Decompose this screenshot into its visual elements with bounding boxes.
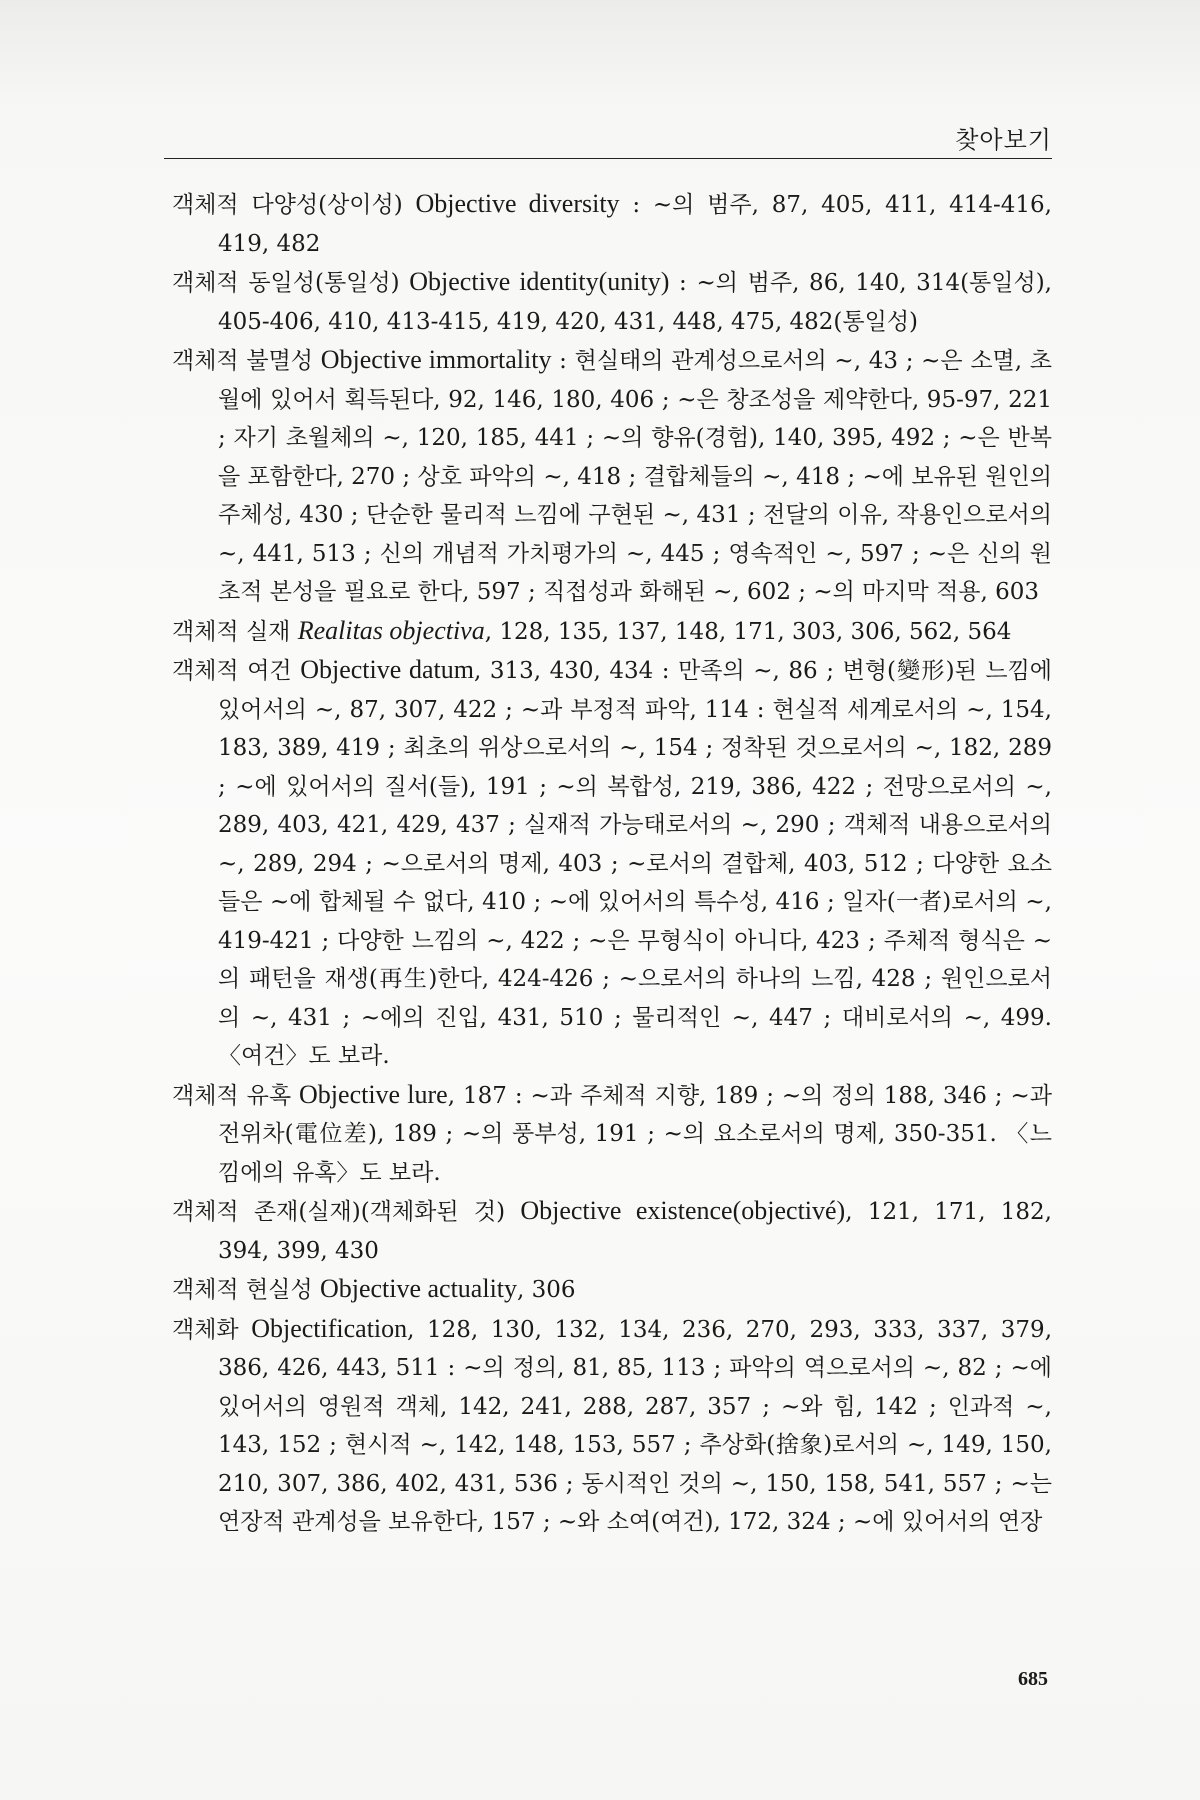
index-term: 객체적 유혹 [172, 1082, 292, 1109]
index-references: : ~의 범주, 87, 405, 411, 414-416, 419, 482 [218, 192, 1052, 257]
index-references: : 현실태의 관계성으로서의 ~, 43 ; ~은 소멸, 초월에 있어서 획득된다, 92, 146, 180, 406 ; ~은 창조성을 제약한다, 95-97, 221 ; 자기 초월체의 ~, 120, 185, 441 ; ~의 향유(경험), 140, 395, 492 ; ~은 반복을 포함한다, 270 ; 상호 파악의 ~, 418 ; 결합체들의 ~, 418 ; ~에 보유된 원인의 주체성, 430 ; 단순한 물리적 느낌에 구현된 ~, 431 ; 전달의 이유, 작용인으로서의 ~, 441, 513 ; 신의 개념적 가치평가의 ~, 445 ; 영속적인 ~, 597 ; ~은 신의 원초적 본성을 필요로 한다, 597 ; 직접성과 화해된 ~, 602 ; ~의 마지막 적용, 603 [218, 348, 1053, 605]
index-references: , 187 : ~과 주체적 지향, 189 ; ~의 정의 188, 346 ; ~과 전위차(電位差), 189 ; ~의 풍부성, 191 ; ~의 요소로서의 명제, 350-351. 〈느낌에의 유혹〉도 보라. [218, 1082, 1052, 1186]
index-references: , 128, 135, 137, 148, 171, 303, 306, 562, 564 [484, 618, 1012, 645]
index-english-term: Objective actuality [319, 1274, 518, 1303]
index-entry [172, 263, 1052, 341]
index-english-term: Objective lure [299, 1079, 448, 1109]
index-entry [172, 651, 1052, 1076]
index-entry [172, 1076, 1052, 1193]
index-entry [172, 185, 1052, 263]
index-list [172, 185, 1052, 1542]
index-english-term: Objective diversity [415, 189, 620, 218]
index-english-term: Objective immortality [320, 345, 552, 374]
index-english-term: Objectification [251, 1313, 408, 1343]
index-term: 객체적 불멸성 [172, 348, 314, 374]
page-number: 685 [1018, 1668, 1048, 1690]
header-rule [164, 158, 1052, 159]
index-english-term: Objective datum [300, 655, 474, 684]
index-term: 객체적 실재 [172, 618, 291, 645]
index-entry [172, 612, 1052, 652]
index-entry [172, 1270, 1052, 1310]
index-term: 객체적 다양성(상이성) [172, 192, 403, 218]
index-references: , 128, 130, 132, 134, 236, 270, 293, 333, 337, 379, 386, 426, 443, 511 : ~의 정의, 81, 85, 113 ; 파악의 역으로서의 ~, 82 ; ~에 있어서의 영원적 객체, 142, 241, 288, 287, 357 ; ~와 힘, 142 ; 인과적 ~, 143, 152 ; 현시적 ~, 142, 148, 153, 557 ; 추상화(捨象)로서의 ~, 149, 150, 210, 307, 386, 402, 431, 536 ; 동시적인 것의 ~, 150, 158, 541, 557 ; ~는 연장적 관계성을 보유한다, 157 ; ~와 소여(여건), 172, 324 ; ~에 있어서의 연장 [218, 1316, 1053, 1535]
running-header: 찾아보기 [955, 126, 1052, 154]
index-entry [172, 1310, 1052, 1542]
index-term: 객체화 [172, 1316, 239, 1343]
index-english-term: Realitas objectiva [297, 615, 485, 645]
index-entry [172, 1192, 1052, 1270]
index-english-term: Objective identity(unity) [409, 267, 670, 296]
index-references: , 121, 171, 182, 394, 399, 430 [218, 1199, 1052, 1264]
index-entry [172, 341, 1052, 612]
index-term: 객체적 현실성 [172, 1277, 313, 1303]
index-term: 객체적 동일성(통일성) [172, 270, 400, 296]
index-term: 객체적 존재(실재)(객체화된 것) [172, 1199, 506, 1225]
index-references: : ~의 범주, 86, 140, 314(통일성), 405-406, 410, 413-415, 419, 420, 431, 448, 475, 482(통일성) [218, 270, 1052, 335]
index-english-term: Objective existence(objectivé) [520, 1196, 846, 1225]
index-references: , 313, 430, 434 : 만족의 ~, 86 ; 변형(變形)된 느낌에 있어서의 ~, 87, 307, 422 ; ~과 부정적 파악, 114 : 현실적 세계로서의 ~, 154, 183, 389, 419 ; 최초의 위상으로서의 ~, 154 ; 정착된 것으로서의 ~, 182, 289 ; ~에 있어서의 질서(들), 191 ; ~의 복합성, 219, 386, 422 ; 전망으로서의 ~, 289, 403, 421, 429, 437 ; 실재적 가능태로서의 ~, 290 ; 객체적 내용으로서의 ~, 289, 294 ; ~으로서의 명제, 403 ; ~로서의 결합체, 403, 512 ; 다양한 요소들은 ~에 합체될 수 없다, 410 ; ~에 있어서의 특수성, 416 ; 일자(一者)로서의 ~, 419-421 ; 다양한 느낌의 ~, 422 ; ~은 무형식이 아니다, 423 ; 주체적 형식은 ~의 패턴을 재생(再生)한다, 424-426 ; ~으로서의 하나의 느낌, 428 ; 원인으로서의 ~, 431 ; ~에의 진입, 431, 510 ; 물리적인 ~, 447 ; 대비로서의 ~, 499. 〈여건〉도 보라. [218, 658, 1053, 1069]
index-term: 객체적 여건 [172, 658, 292, 684]
index-references: , 306 [517, 1277, 576, 1303]
